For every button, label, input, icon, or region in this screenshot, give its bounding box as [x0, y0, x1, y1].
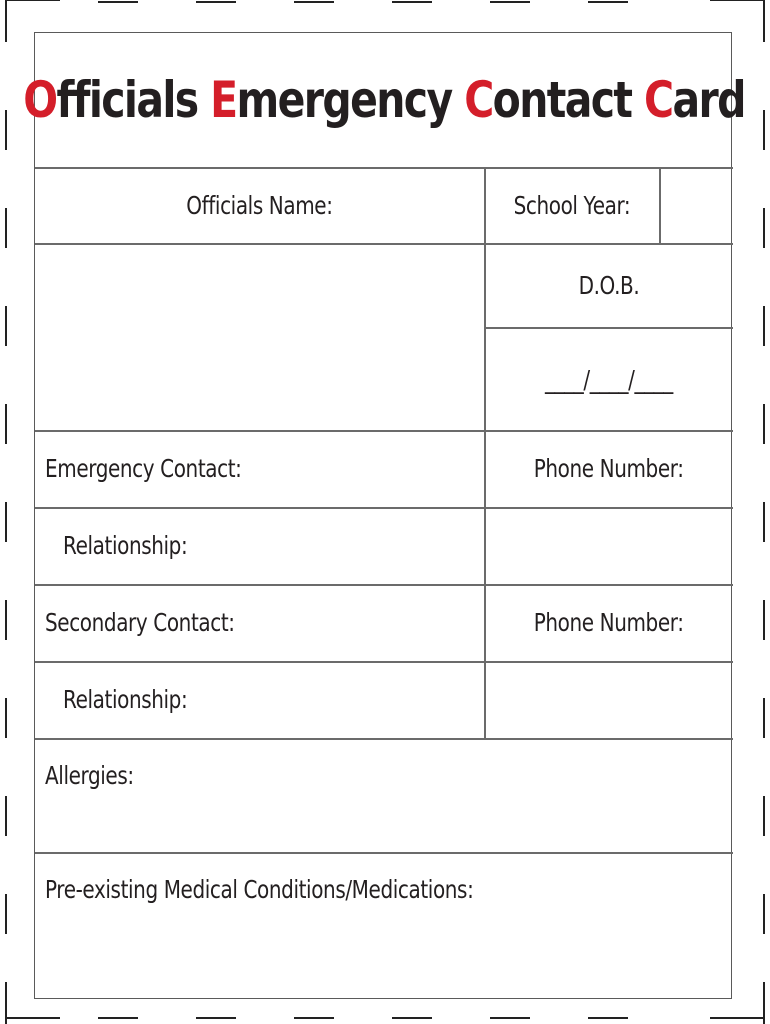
officials-name-label: Officials Name:	[186, 190, 333, 220]
emergency-contact-label[interactable]: Emergency Contact:	[45, 454, 242, 483]
medical-conditions-label[interactable]: Pre-existing Medical Conditions/Medications:	[45, 875, 474, 904]
relationship-2-label[interactable]: Relationship:	[63, 685, 188, 714]
dob-field[interactable]: ____/____/____	[545, 365, 673, 394]
card-title: O fficials E mergency C ontact C ard	[23, 71, 745, 129]
allergies-label[interactable]: Allergies:	[45, 761, 134, 790]
phone-number-1-field[interactable]	[486, 509, 732, 583]
phone-number-1-label[interactable]: Phone Number:	[534, 454, 684, 483]
school-year-field[interactable]	[661, 168, 731, 242]
secondary-contact-label[interactable]: Secondary Contact:	[45, 608, 235, 637]
relationship-1-label[interactable]: Relationship:	[63, 531, 188, 560]
contact-card	[23, 32, 745, 999]
officials-name-field[interactable]	[35, 245, 484, 430]
phone-number-2-field[interactable]	[486, 663, 732, 737]
phone-number-2-label[interactable]: Phone Number:	[534, 608, 684, 637]
school-year-label: School Year:	[513, 190, 631, 220]
dob-label: D.O.B.	[578, 270, 640, 300]
